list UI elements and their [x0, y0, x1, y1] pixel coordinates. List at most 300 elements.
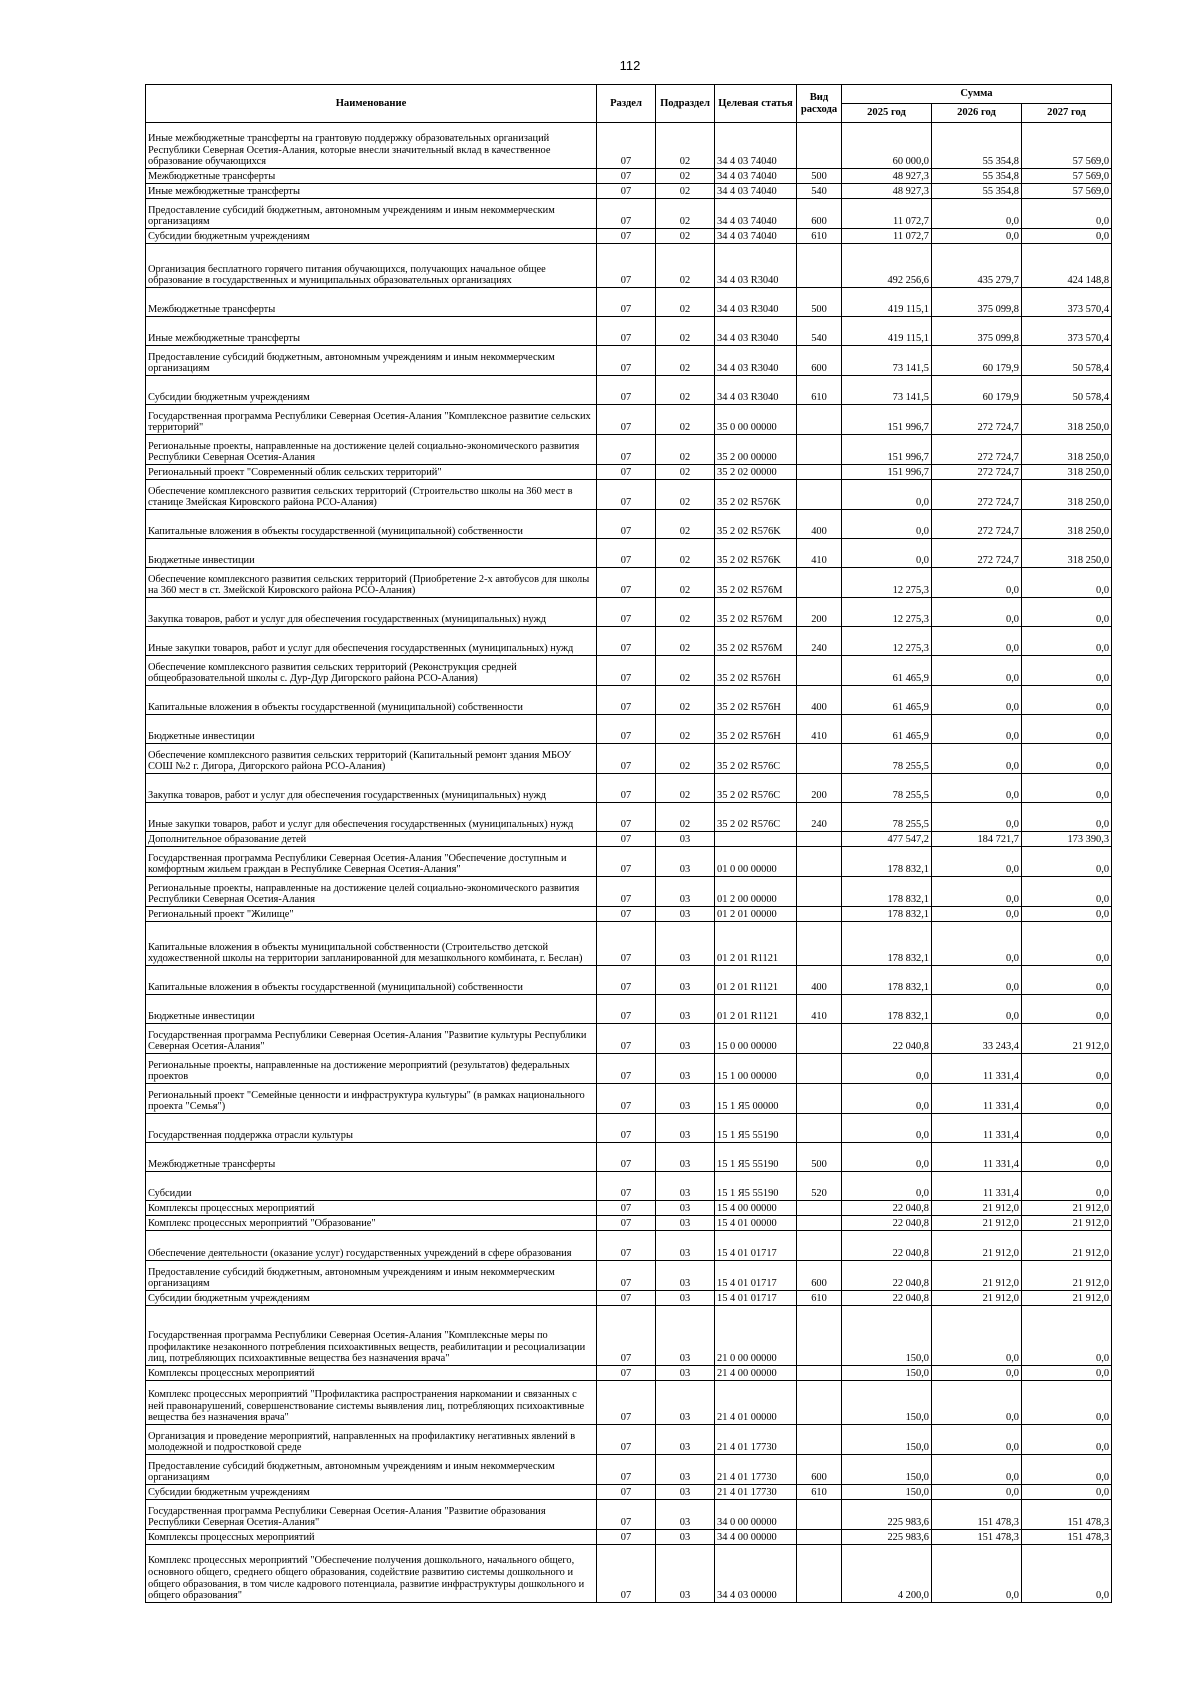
table-row	[146, 877, 1112, 907]
table-row	[146, 568, 1112, 598]
cell-razdel: 07	[597, 465, 656, 480]
table-row	[146, 847, 1112, 877]
cell-2025: 178 832,1	[842, 995, 932, 1024]
cell-2026: 0,0	[932, 995, 1022, 1024]
cell-kind	[797, 568, 842, 598]
cell-podrazdel: 02	[656, 317, 715, 346]
cell-2026: 21 912,0	[932, 1291, 1022, 1306]
table-row	[146, 922, 1112, 966]
cell-2027: 424 148,8	[1022, 244, 1112, 288]
cell-razdel: 07	[597, 803, 656, 832]
cell-target: 34 4 03 R3040	[715, 317, 797, 346]
cell-podrazdel: 02	[656, 405, 715, 435]
table-row	[146, 1291, 1112, 1306]
cell-2026: 272 724,7	[932, 405, 1022, 435]
cell-razdel: 07	[597, 995, 656, 1024]
cell-target: 34 4 03 74040	[715, 169, 797, 184]
table-row	[146, 435, 1112, 465]
cell-name: Региональные проекты, направленные на достижение целей социально-экономического развития Республики Северная Осетия-Алания	[146, 877, 597, 907]
cell-kind	[797, 1216, 842, 1231]
cell-razdel: 07	[597, 1172, 656, 1201]
cell-razdel: 07	[597, 288, 656, 317]
cell-podrazdel: 03	[656, 877, 715, 907]
cell-podrazdel: 03	[656, 1024, 715, 1054]
cell-target: 01 2 01 R1121	[715, 922, 797, 966]
cell-podrazdel: 03	[656, 847, 715, 877]
cell-target: 15 4 01 00000	[715, 1216, 797, 1231]
cell-podrazdel: 02	[656, 715, 715, 744]
cell-2027: 0,0	[1022, 715, 1112, 744]
cell-target: 35 2 02 R576C	[715, 744, 797, 774]
cell-kind: 500	[797, 1143, 842, 1172]
cell-2025: 225 983,6	[842, 1530, 932, 1545]
cell-2025: 12 275,3	[842, 568, 932, 598]
table-row	[146, 539, 1112, 568]
cell-2027: 0,0	[1022, 1143, 1112, 1172]
cell-name: Организация бесплатного горячего питания обучающихся, получающих начальное общее образование в государственных и муниципальных образовательных организациях	[146, 244, 597, 288]
cell-2026: 0,0	[932, 1545, 1022, 1603]
cell-kind: 520	[797, 1172, 842, 1201]
cell-2025: 0,0	[842, 1172, 932, 1201]
cell-podrazdel: 03	[656, 1381, 715, 1425]
cell-kind	[797, 1231, 842, 1261]
cell-2026: 0,0	[932, 1306, 1022, 1366]
cell-target: 35 2 02 00000	[715, 465, 797, 480]
cell-kind	[797, 1201, 842, 1216]
table-row	[146, 1201, 1112, 1216]
table-row	[146, 1381, 1112, 1425]
table-body	[146, 123, 1112, 1603]
cell-kind: 410	[797, 715, 842, 744]
cell-2025: 0,0	[842, 1054, 932, 1084]
cell-2027: 318 250,0	[1022, 480, 1112, 510]
cell-2025: 150,0	[842, 1306, 932, 1366]
cell-2027: 0,0	[1022, 656, 1112, 686]
cell-name: Государственная программа Республики Северная Осетия-Алания "Развитие образования Республики Северная Осетия-Алания"	[146, 1500, 597, 1530]
cell-2027: 318 250,0	[1022, 405, 1112, 435]
table-row	[146, 1485, 1112, 1500]
cell-2025: 22 040,8	[842, 1024, 932, 1054]
cell-2027: 0,0	[1022, 1366, 1112, 1381]
cell-name: Государственная программа Республики Северная Осетия-Алания "Развитие культуры Республики Северная Осетия-Алания"	[146, 1024, 597, 1054]
cell-2025: 11 072,7	[842, 229, 932, 244]
cell-2025: 178 832,1	[842, 922, 932, 966]
cell-kind: 600	[797, 1261, 842, 1291]
cell-target: 15 0 00 00000	[715, 1024, 797, 1054]
cell-kind	[797, 877, 842, 907]
cell-2025: 22 040,8	[842, 1291, 932, 1306]
cell-2025: 150,0	[842, 1425, 932, 1455]
cell-name: Комплекс процессных мероприятий "Профилактика распространения наркомании и связанных с ней правонарушений, совершенствование системы выявления лиц, потребляющих психоактивные вещества без назначения врача"	[146, 1381, 597, 1425]
cell-name: Субсидии бюджетным учреждениям	[146, 229, 597, 244]
cell-razdel: 07	[597, 346, 656, 376]
table-row	[146, 1366, 1112, 1381]
cell-2025: 12 275,3	[842, 627, 932, 656]
cell-target: 35 2 02 R576M	[715, 627, 797, 656]
cell-razdel: 07	[597, 832, 656, 847]
cell-kind	[797, 1381, 842, 1425]
cell-2026: 0,0	[932, 686, 1022, 715]
cell-podrazdel: 03	[656, 1485, 715, 1500]
cell-razdel: 07	[597, 317, 656, 346]
cell-2026: 0,0	[932, 598, 1022, 627]
cell-2026: 0,0	[932, 568, 1022, 598]
cell-kind	[797, 1545, 842, 1603]
cell-razdel: 07	[597, 1024, 656, 1054]
cell-podrazdel: 03	[656, 1143, 715, 1172]
cell-razdel: 07	[597, 184, 656, 199]
cell-2025: 12 275,3	[842, 598, 932, 627]
cell-razdel: 07	[597, 1054, 656, 1084]
cell-target: 15 1 Я5 55190	[715, 1143, 797, 1172]
cell-2027: 0,0	[1022, 907, 1112, 922]
cell-2027: 151 478,3	[1022, 1500, 1112, 1530]
cell-kind	[797, 832, 842, 847]
cell-2027: 0,0	[1022, 1455, 1112, 1485]
cell-kind: 240	[797, 803, 842, 832]
cell-2026: 0,0	[932, 803, 1022, 832]
header-2025: 2025 год	[842, 104, 932, 123]
cell-razdel: 07	[597, 1231, 656, 1261]
cell-razdel: 07	[597, 774, 656, 803]
table-row	[146, 465, 1112, 480]
cell-target	[715, 832, 797, 847]
cell-2026: 55 354,8	[932, 169, 1022, 184]
cell-target: 35 0 00 00000	[715, 405, 797, 435]
cell-kind	[797, 244, 842, 288]
cell-razdel: 07	[597, 966, 656, 995]
table-row	[146, 123, 1112, 169]
cell-razdel: 07	[597, 627, 656, 656]
cell-target: 15 4 01 01717	[715, 1261, 797, 1291]
cell-kind	[797, 405, 842, 435]
cell-razdel: 07	[597, 715, 656, 744]
cell-name: Государственная программа Республики Северная Осетия-Алания "Комплексное развитие сельских территорий"	[146, 405, 597, 435]
cell-2026: 184 721,7	[932, 832, 1022, 847]
cell-2026: 21 912,0	[932, 1261, 1022, 1291]
table-row	[146, 744, 1112, 774]
cell-podrazdel: 02	[656, 539, 715, 568]
cell-target: 21 4 00 00000	[715, 1366, 797, 1381]
cell-2027: 21 912,0	[1022, 1201, 1112, 1216]
cell-name: Обеспечение комплексного развития сельских территорий (Капитальный ремонт здания МБОУ СОШ №2 г. Дигора, Дигорского района РСО-Алания)	[146, 744, 597, 774]
header-kind: Вид расхода	[797, 85, 842, 123]
cell-kind: 600	[797, 1455, 842, 1485]
cell-2027: 21 912,0	[1022, 1291, 1112, 1306]
cell-target: 15 1 00 00000	[715, 1054, 797, 1084]
cell-2025: 419 115,1	[842, 317, 932, 346]
cell-target: 35 2 02 R576H	[715, 656, 797, 686]
cell-2026: 11 331,4	[932, 1054, 1022, 1084]
cell-razdel: 07	[597, 1530, 656, 1545]
cell-2027: 0,0	[1022, 1545, 1112, 1603]
cell-name: Предоставление субсидий бюджетным, автономным учреждениям и иным некоммерческим организациям	[146, 199, 597, 229]
cell-name: Иные закупки товаров, работ и услуг для обеспечения государственных (муниципальных) нужд	[146, 627, 597, 656]
table-row	[146, 288, 1112, 317]
cell-podrazdel: 02	[656, 510, 715, 539]
cell-2027: 21 912,0	[1022, 1261, 1112, 1291]
table-row	[146, 376, 1112, 405]
cell-name: Региональные проекты, направленные на достижение мероприятий (результатов) федеральных проектов	[146, 1054, 597, 1084]
cell-kind	[797, 1306, 842, 1366]
table-row	[146, 1024, 1112, 1054]
cell-2027: 173 390,3	[1022, 832, 1112, 847]
cell-target: 01 2 00 00000	[715, 877, 797, 907]
cell-2026: 0,0	[932, 966, 1022, 995]
cell-2027: 373 570,4	[1022, 288, 1112, 317]
cell-kind	[797, 847, 842, 877]
cell-2026: 0,0	[932, 1381, 1022, 1425]
cell-target: 34 0 00 00000	[715, 1500, 797, 1530]
cell-2027: 151 478,3	[1022, 1530, 1112, 1545]
cell-razdel: 07	[597, 1545, 656, 1603]
cell-2027: 0,0	[1022, 1485, 1112, 1500]
cell-target: 21 4 01 17730	[715, 1425, 797, 1455]
cell-target: 34 4 03 R3040	[715, 244, 797, 288]
cell-kind: 240	[797, 627, 842, 656]
cell-name: Региональный проект "Жилище"	[146, 907, 597, 922]
cell-target: 34 4 03 00000	[715, 1545, 797, 1603]
table-row	[146, 346, 1112, 376]
cell-2027: 0,0	[1022, 229, 1112, 244]
cell-target: 21 4 01 17730	[715, 1485, 797, 1500]
cell-podrazdel: 02	[656, 435, 715, 465]
cell-podrazdel: 02	[656, 480, 715, 510]
cell-2027: 0,0	[1022, 1114, 1112, 1143]
cell-kind	[797, 1114, 842, 1143]
cell-kind: 200	[797, 774, 842, 803]
table-row	[146, 966, 1112, 995]
cell-podrazdel: 03	[656, 922, 715, 966]
cell-razdel: 07	[597, 686, 656, 715]
cell-2025: 0,0	[842, 1114, 932, 1143]
cell-2026: 375 099,8	[932, 317, 1022, 346]
cell-razdel: 07	[597, 1261, 656, 1291]
cell-target: 01 0 00 00000	[715, 847, 797, 877]
table-row	[146, 1500, 1112, 1530]
cell-kind	[797, 1500, 842, 1530]
cell-razdel: 07	[597, 847, 656, 877]
table-row	[146, 686, 1112, 715]
cell-2025: 225 983,6	[842, 1500, 932, 1530]
table-row	[146, 656, 1112, 686]
cell-podrazdel: 02	[656, 465, 715, 480]
table-row	[146, 405, 1112, 435]
cell-name: Межбюджетные трансферты	[146, 288, 597, 317]
cell-2026: 0,0	[932, 922, 1022, 966]
table-row	[146, 1530, 1112, 1545]
cell-razdel: 07	[597, 1500, 656, 1530]
header-target: Целевая статья	[715, 85, 797, 123]
cell-2026: 0,0	[932, 1425, 1022, 1455]
cell-2027: 0,0	[1022, 922, 1112, 966]
cell-2025: 477 547,2	[842, 832, 932, 847]
cell-2025: 73 141,5	[842, 376, 932, 405]
cell-podrazdel: 03	[656, 1231, 715, 1261]
cell-podrazdel: 02	[656, 656, 715, 686]
cell-2026: 55 354,8	[932, 184, 1022, 199]
table-row	[146, 169, 1112, 184]
cell-kind	[797, 744, 842, 774]
cell-name: Иные межбюджетные трансферты на грантовую поддержку образовательных организаций Республики Северная Осетия-Алания, которые внесли значительный вклад в качественное образование обучающихся	[146, 123, 597, 169]
cell-kind: 400	[797, 510, 842, 539]
cell-razdel: 07	[597, 1201, 656, 1216]
cell-razdel: 07	[597, 123, 656, 169]
cell-2027: 0,0	[1022, 966, 1112, 995]
cell-name: Закупка товаров, работ и услуг для обеспечения государственных (муниципальных) нужд	[146, 774, 597, 803]
cell-razdel: 07	[597, 656, 656, 686]
cell-target: 35 2 02 R576K	[715, 539, 797, 568]
table-row	[146, 1054, 1112, 1084]
table-row	[146, 1231, 1112, 1261]
cell-podrazdel: 02	[656, 686, 715, 715]
cell-2025: 22 040,8	[842, 1231, 932, 1261]
cell-razdel: 07	[597, 539, 656, 568]
cell-target: 34 4 03 74040	[715, 184, 797, 199]
cell-target: 34 4 03 R3040	[715, 346, 797, 376]
cell-2026: 21 912,0	[932, 1201, 1022, 1216]
cell-podrazdel: 03	[656, 1114, 715, 1143]
cell-2026: 0,0	[932, 774, 1022, 803]
cell-name: Комплексы процессных мероприятий	[146, 1530, 597, 1545]
cell-2026: 272 724,7	[932, 510, 1022, 539]
cell-name: Обеспечение комплексного развития сельских территорий (Приобретение 2-х автобусов для школы на 360 мест в ст. Змейской Кировского района РСО-Алания)	[146, 568, 597, 598]
cell-2025: 22 040,8	[842, 1201, 932, 1216]
cell-2027: 318 250,0	[1022, 510, 1112, 539]
cell-podrazdel: 03	[656, 832, 715, 847]
cell-kind: 200	[797, 598, 842, 627]
table-row	[146, 317, 1112, 346]
cell-podrazdel: 02	[656, 346, 715, 376]
cell-kind: 610	[797, 1485, 842, 1500]
cell-kind	[797, 435, 842, 465]
cell-kind: 600	[797, 346, 842, 376]
cell-name: Обеспечение комплексного развития сельских территорий (Строительство школы на 360 мест в станице Змейская Кировского района РСО-Алания)	[146, 480, 597, 510]
cell-2027: 0,0	[1022, 995, 1112, 1024]
cell-2027: 21 912,0	[1022, 1231, 1112, 1261]
table-row	[146, 229, 1112, 244]
cell-kind	[797, 1366, 842, 1381]
cell-2025: 78 255,5	[842, 803, 932, 832]
cell-name: Комплексы процессных мероприятий	[146, 1366, 597, 1381]
cell-2025: 48 927,3	[842, 169, 932, 184]
header-2026: 2026 год	[932, 104, 1022, 123]
cell-name: Капитальные вложения в объекты государственной (муниципальной) собственности	[146, 510, 597, 539]
cell-2026: 11 331,4	[932, 1172, 1022, 1201]
table-row	[146, 1114, 1112, 1143]
cell-kind: 600	[797, 199, 842, 229]
cell-name: Обеспечение деятельности (оказание услуг) государственных учреждений в сфере образования	[146, 1231, 597, 1261]
cell-kind: 540	[797, 184, 842, 199]
cell-name: Комплексы процессных мероприятий	[146, 1201, 597, 1216]
cell-2025: 150,0	[842, 1455, 932, 1485]
cell-target: 34 4 00 00000	[715, 1530, 797, 1545]
cell-kind: 410	[797, 539, 842, 568]
cell-kind: 400	[797, 686, 842, 715]
cell-2027: 318 250,0	[1022, 539, 1112, 568]
cell-2027: 0,0	[1022, 774, 1112, 803]
cell-2026: 21 912,0	[932, 1231, 1022, 1261]
cell-target: 35 2 02 R576C	[715, 774, 797, 803]
cell-razdel: 07	[597, 1366, 656, 1381]
cell-2025: 150,0	[842, 1485, 932, 1500]
cell-2027: 0,0	[1022, 744, 1112, 774]
cell-podrazdel: 02	[656, 376, 715, 405]
table-row	[146, 774, 1112, 803]
cell-podrazdel: 02	[656, 568, 715, 598]
cell-2026: 0,0	[932, 715, 1022, 744]
cell-2027: 318 250,0	[1022, 435, 1112, 465]
cell-2026: 0,0	[932, 907, 1022, 922]
cell-2025: 0,0	[842, 1143, 932, 1172]
header-podrazdel: Подраздел	[656, 85, 715, 123]
cell-razdel: 07	[597, 1306, 656, 1366]
cell-2026: 0,0	[932, 1485, 1022, 1500]
cell-2026: 55 354,8	[932, 123, 1022, 169]
table-row	[146, 184, 1112, 199]
cell-2027: 0,0	[1022, 803, 1112, 832]
cell-2027: 50 578,4	[1022, 376, 1112, 405]
cell-podrazdel: 03	[656, 1366, 715, 1381]
cell-2026: 0,0	[932, 199, 1022, 229]
cell-name: Капитальные вложения в объекты муниципальной собственности (Строительство детской художественной школы на территории запланированной для мезашкольного комбината, г. Беслан)	[146, 922, 597, 966]
cell-name: Субсидии бюджетным учреждениям	[146, 1485, 597, 1500]
table-row	[146, 244, 1112, 288]
cell-name: Капитальные вложения в объекты государственной (муниципальной) собственности	[146, 686, 597, 715]
cell-2026: 272 724,7	[932, 539, 1022, 568]
cell-razdel: 07	[597, 568, 656, 598]
cell-2025: 22 040,8	[842, 1261, 932, 1291]
cell-name: Организация и проведение мероприятий, направленных на профилактику негативных явлений в молодежной и подростковой среде	[146, 1425, 597, 1455]
cell-razdel: 07	[597, 1485, 656, 1500]
cell-target: 21 4 01 17730	[715, 1455, 797, 1485]
cell-2025: 0,0	[842, 480, 932, 510]
cell-podrazdel: 02	[656, 627, 715, 656]
cell-2025: 0,0	[842, 510, 932, 539]
cell-2025: 73 141,5	[842, 346, 932, 376]
cell-razdel: 07	[597, 744, 656, 774]
cell-razdel: 07	[597, 244, 656, 288]
cell-kind: 610	[797, 1291, 842, 1306]
cell-name: Межбюджетные трансферты	[146, 1143, 597, 1172]
table-row	[146, 1545, 1112, 1603]
cell-kind: 410	[797, 995, 842, 1024]
cell-target: 21 4 01 00000	[715, 1381, 797, 1425]
cell-2025: 178 832,1	[842, 966, 932, 995]
cell-2026: 0,0	[932, 1455, 1022, 1485]
cell-kind	[797, 922, 842, 966]
table-row	[146, 907, 1112, 922]
cell-2027: 0,0	[1022, 1306, 1112, 1366]
cell-kind	[797, 1024, 842, 1054]
cell-2027: 0,0	[1022, 1054, 1112, 1084]
cell-name: Государственная программа Республики Северная Осетия-Алания "Обеспечение доступным и комфортным жильем граждан в Республике Северная Осетия-Алания"	[146, 847, 597, 877]
cell-name: Иные межбюджетные трансферты	[146, 317, 597, 346]
cell-2026: 272 724,7	[932, 435, 1022, 465]
cell-kind: 610	[797, 376, 842, 405]
cell-name: Бюджетные инвестиции	[146, 995, 597, 1024]
cell-target: 34 4 03 74040	[715, 229, 797, 244]
table-row	[146, 1172, 1112, 1201]
cell-name: Межбюджетные трансферты	[146, 169, 597, 184]
cell-2026: 0,0	[932, 627, 1022, 656]
cell-podrazdel: 03	[656, 1201, 715, 1216]
cell-2025: 48 927,3	[842, 184, 932, 199]
cell-kind: 400	[797, 966, 842, 995]
cell-2027: 0,0	[1022, 627, 1112, 656]
header-2027: 2027 год	[1022, 104, 1112, 123]
cell-kind: 540	[797, 317, 842, 346]
